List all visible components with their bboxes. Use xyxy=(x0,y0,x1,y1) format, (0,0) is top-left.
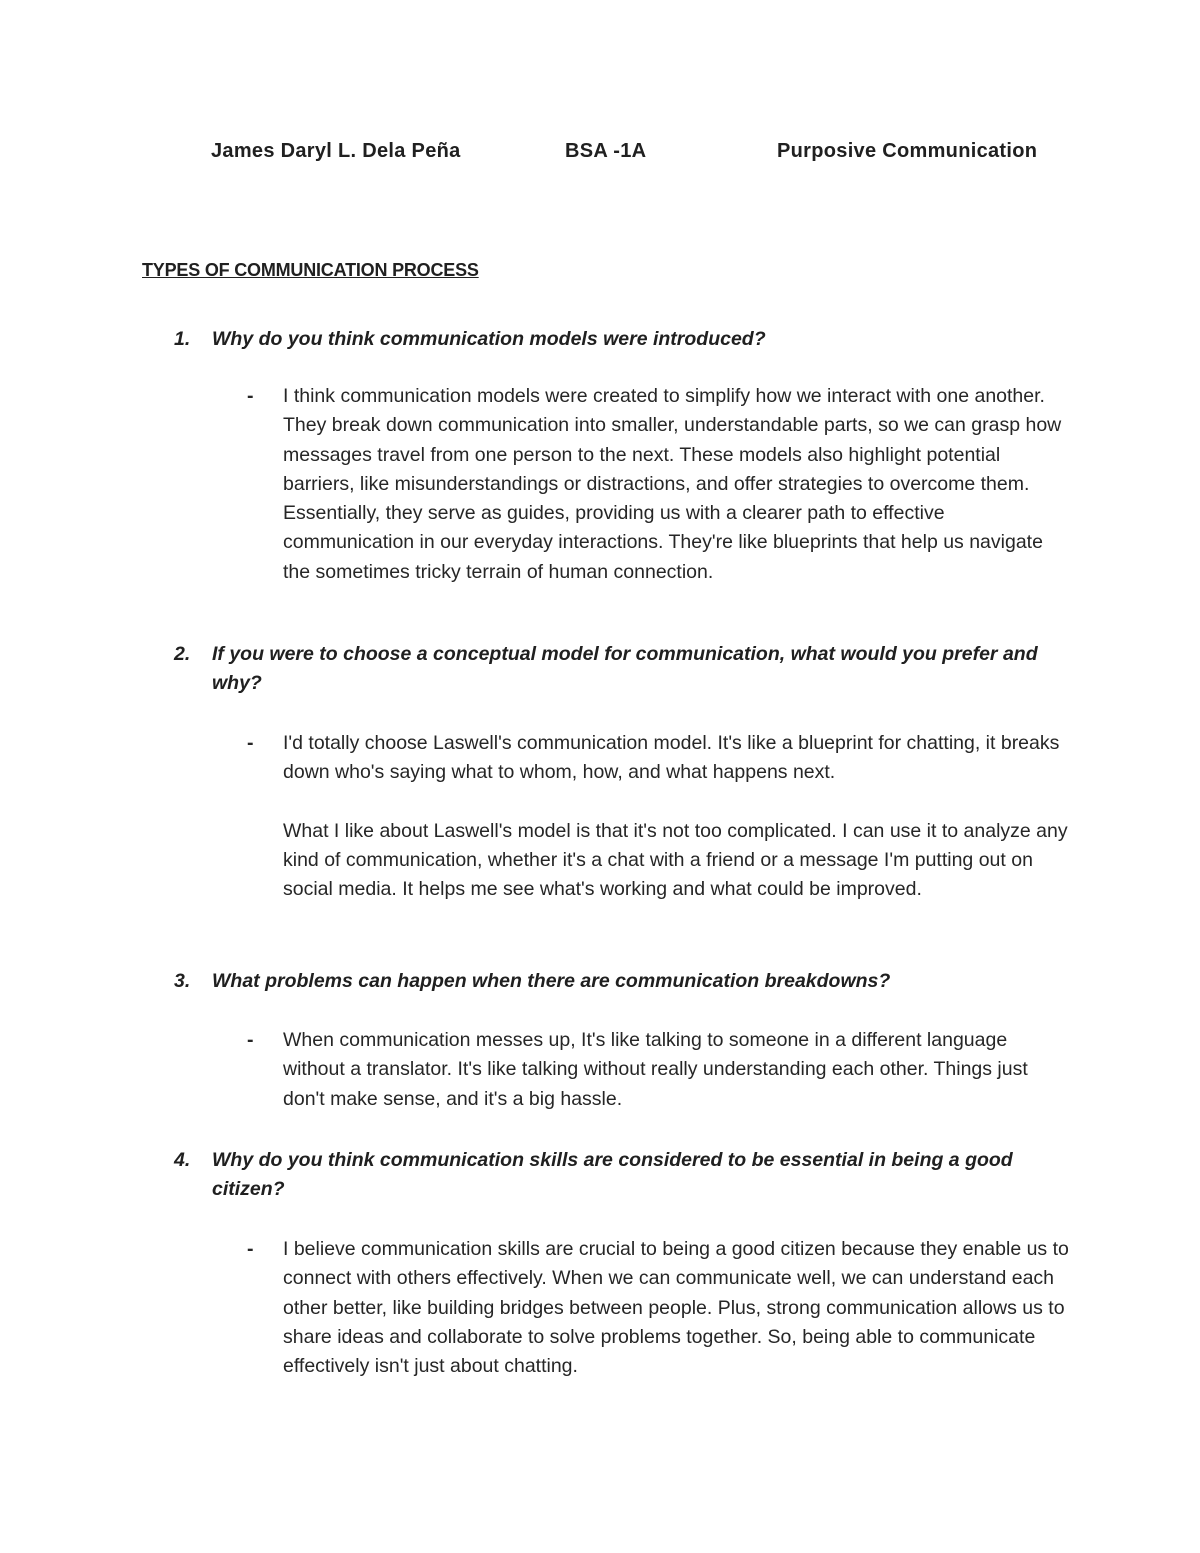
question-number: 2. xyxy=(174,643,191,665)
student-name: James Daryl L. Dela Peña xyxy=(211,140,461,162)
answer-paragraph: I believe communication skills are crucial to being a good citizen because they enable us to connect with others effectively. When we can communicate well, we can understand each other better, like building bridges between people. Plus, strong communication allows us to share ideas and collaborate to solve problems together. So, being able to communicate effectively isn't just about chatting. xyxy=(283,1238,1069,1378)
answer-text xyxy=(283,382,1073,587)
question-number: 4. xyxy=(174,1149,191,1171)
answer-text xyxy=(283,1026,1073,1114)
student-section: BSA -1A xyxy=(565,140,647,162)
bullet-dash: - xyxy=(247,732,254,754)
answer-paragraph: When communication messes up, It's like talking to someone in a different language without a translator. It's like talking without really understanding each other. Things just don't make sense, and it's a big hassle. xyxy=(283,1029,1028,1110)
question-text: If you were to choose a conceptual model for communication, what would you prefer and why? xyxy=(212,643,1038,694)
question-text: Why do you think communication models were introduced? xyxy=(212,328,766,350)
document-header xyxy=(0,140,1200,170)
answer-text xyxy=(283,729,1073,904)
bullet-dash: - xyxy=(247,1238,254,1260)
question-text: Why do you think communication skills are considered to be essential in being a good citizen? xyxy=(212,1149,1013,1200)
question-text: What problems can happen when there are communication breakdowns? xyxy=(212,970,891,992)
subject-name: Purposive Communication xyxy=(777,140,1038,162)
answer-text xyxy=(283,1235,1073,1381)
question-number: 3. xyxy=(174,970,191,992)
answer-paragraph: I think communication models were created to simplify how we interact with one another. They break down communication into smaller, understandable parts, so we can grasp how messages travel from one person to the next. These models also highlight potential barriers, like misunderstandings or distractions, and offer strategies to overcome them. Essentially, they serve as guides, providing us with a clearer path to effective communication in our everyday interactions. They're like blueprints that help us navigate the sometimes tricky terrain of human connection. xyxy=(283,385,1062,583)
bullet-dash: - xyxy=(247,385,254,407)
document-title: TYPES OF COMMUNICATION PROCESS xyxy=(142,260,479,280)
bullet-dash: - xyxy=(247,1029,254,1051)
answer-paragraph: I'd totally choose Laswell's communication model. It's like a blueprint for chatting, it breaks down who's saying what to whom, how, and what happens next. xyxy=(283,732,1060,784)
question-number: 1. xyxy=(174,328,191,350)
answer-paragraph: What I like about Laswell's model is that it's not too complicated. I can use it to analyze any kind of communication, whether it's a chat with a friend or a message I'm putting out on social media. It helps me see what's working and what could be improved. xyxy=(283,819,1068,901)
